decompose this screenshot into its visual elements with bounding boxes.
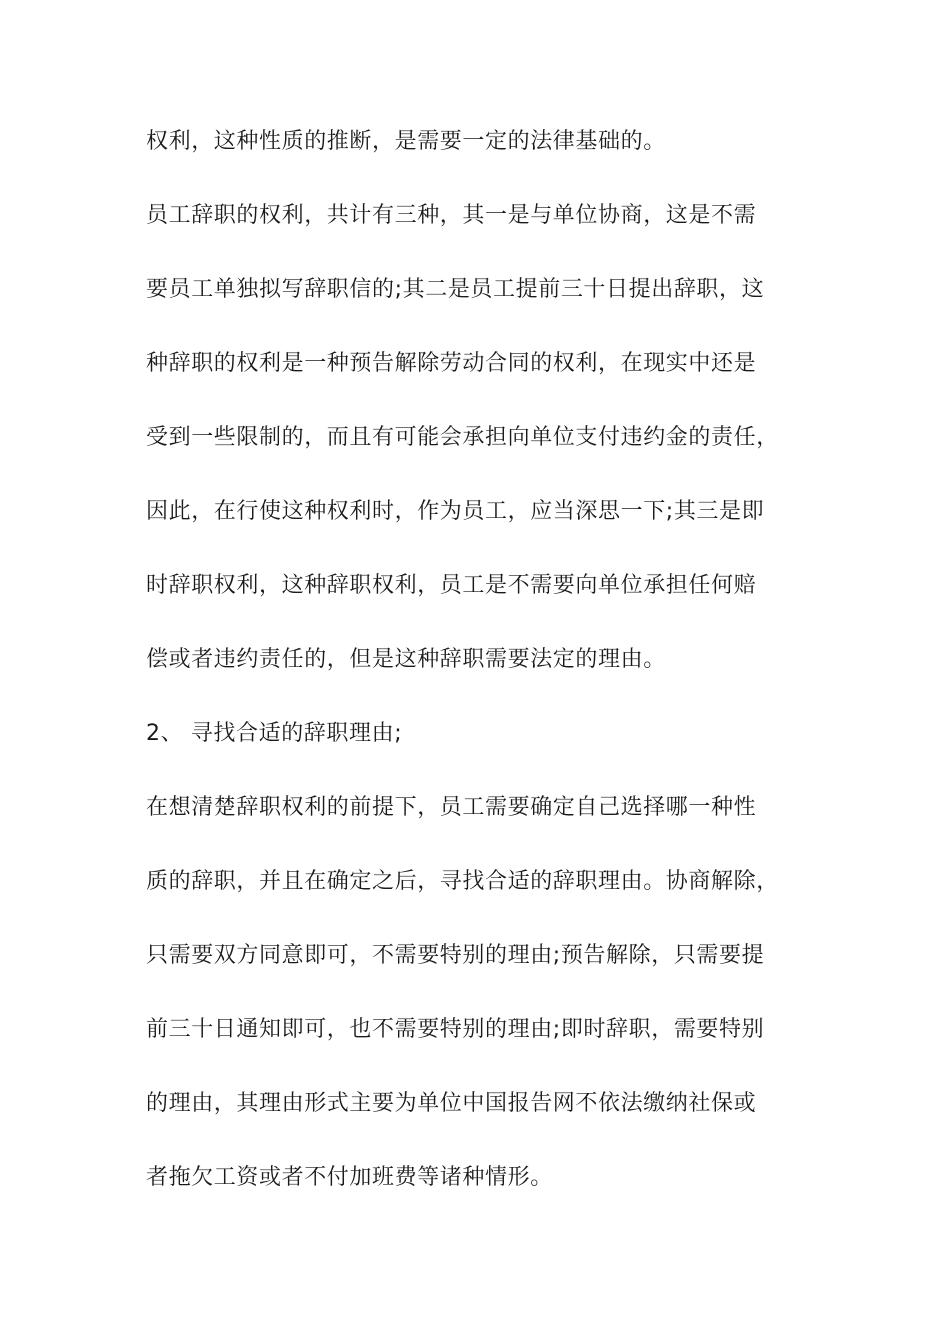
body-text <box>146 130 806 1240</box>
text-line: 者拖欠工资或者不付加班费等诸种情形。 <box>146 1165 553 1190</box>
text-line: 前三十日通知即可，也不需要特别的理由;即时辞职，需要特别 <box>146 1017 765 1042</box>
text-line: 在想清楚辞职权利的前提下，员工需要确定自己选择哪一种性 <box>146 795 757 820</box>
text-line: 因此，在行使这种权利时，作为员工，应当深思一下;其三是即 <box>146 499 765 524</box>
text-line: 的理由，其理由形式主要为单位中国报告网不依法缴纳社保或 <box>146 1091 757 1116</box>
text-line: 时辞职权利，这种辞职权利，员工是不需要向单位承担任何赔 <box>146 573 757 598</box>
text-line: 受到一些限制的，而且有可能会承担向单位支付违约金的责任， <box>146 425 779 450</box>
section-heading: 2、 寻找合适的辞职理由; <box>146 721 403 746</box>
text-line: 要员工单独拟写辞职信的;其二是员工提前三十日提出辞职，这 <box>146 277 765 302</box>
text-line: 偿或者违约责任的，但是这种辞职需要法定的理由。 <box>146 647 666 672</box>
text-line: 质的辞职，并且在确定之后，寻找合适的辞职理由。协商解除， <box>146 869 779 894</box>
text-line: 种辞职的权利是一种预告解除劳动合同的权利，在现实中还是 <box>146 351 757 376</box>
text-line: 只需要双方同意即可，不需要特别的理由;预告解除，只需要提 <box>146 943 765 968</box>
text-line: 权利，这种性质的推断，是需要一定的法律基础的。 <box>146 129 666 154</box>
text-line: 员工辞职的权利，共计有三种，其一是与单位协商，这是不需 <box>146 203 757 228</box>
